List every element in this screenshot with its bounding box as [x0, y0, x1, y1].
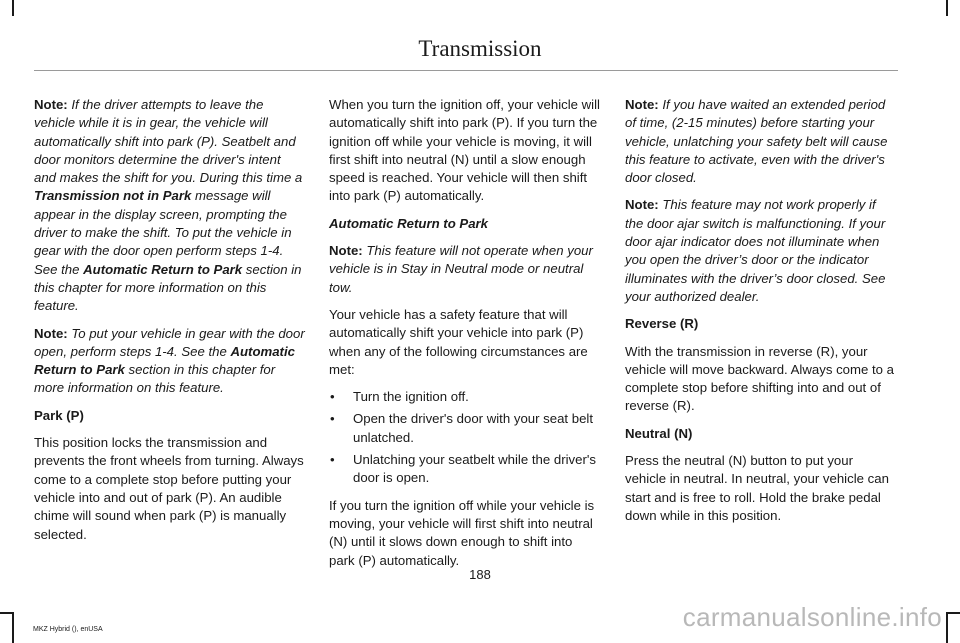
list-item: • Unlatching your seatbelt while the driver's door is open. [329, 451, 601, 488]
column-3 [625, 96, 897, 534]
list-item: • Open the driver's door with your seat belt unlatched. [329, 410, 601, 447]
circumstances-list [329, 388, 601, 487]
list-item: • Turn the ignition off. [329, 388, 601, 406]
heading-neutral: Neutral (N) [625, 425, 693, 441]
note-label: Note: [34, 325, 68, 341]
note-label: Note: [329, 243, 363, 259]
paragraph-safety-feature: Your vehicle has a safety feature that will automatically shift your vehicle into park (P) when any of the following circumstances are met: [329, 306, 588, 377]
note-label: Note: [625, 97, 659, 112]
header-divider [34, 70, 898, 71]
page-title: Transmission [418, 36, 542, 61]
reference-transmission-not-in-park: Transmission not in Park [34, 188, 192, 204]
paragraph-park: This position locks the transmission and prevents the front wheels from turning. Always come to a complete stop before putting your vehicle into and out of park (P). An audible chime will sound when park (P) is manually selected. [34, 435, 304, 542]
document-id: MKZ Hybrid (), enUSA [33, 626, 103, 633]
crop-mark-bottom-right-v [946, 612, 948, 643]
paragraph-ignition-off: When you turn the ignition off, your vehicle will automatically shift into park (P). If you turn the ignition off while your vehicle is moving, it will first shift into neutral (N) until a slow enough speed is reached. Your vehicle will then shift into park (P) automatically. [329, 97, 600, 204]
note-door-ajar-switch: Note: This feature may not work properly if the door ajar switch is malfunctioning. If your door ajar indicator does not illuminate when you open the driver’s door or the indicator illuminates with the driver’s door closed. See your authorized dealer. [625, 197, 886, 304]
note-label: Note: [625, 197, 659, 213]
note-driver-leaves-vehicle: Note: If the driver attempts to leave the vehicle while it is in gear, the vehicle will automatically shift into park (P). Seatbelt and door monitors determine the driver's intent and makes the shift for you. During this time a Transmission not in Park message will appear in the display screen, prompting the driver to make the shift. To put the vehicle in gear with the door open perform steps 1-4. See the Automatic Return to Park section in this chapter for more information on this feature. [34, 97, 303, 314]
heading-park: Park (P) [34, 407, 84, 423]
note-stay-in-neutral: Note: This feature will not operate when your vehicle is in Stay in Neutral mode or neutral tow. [329, 243, 593, 295]
paragraph-moving-shift: If you turn the ignition off while your vehicle is moving, your vehicle will first shift into neutral (N) until it slows down enough to shift into park (P) automatically. [329, 497, 595, 568]
crop-mark-bottom-left-h [0, 612, 14, 614]
watermark: carmanualsonline.info [682, 602, 942, 632]
column-1 [34, 96, 306, 553]
note-label: Note: [34, 97, 68, 112]
paragraph-neutral: Press the neutral (N) button to put your vehicle in neutral. In neutral, your vehicle can start and is free to roll. Hold the brake pedal down while in this position. [625, 453, 889, 523]
note-extended-wait: Note: If you have waited an extended period of time, (2-15 minutes) before starting your vehicle, unlatching your safety belt will cause this feature to activate, even with the driver's door closed. [625, 97, 888, 186]
column-2 [329, 96, 601, 579]
reference-automatic-return-to-park: Automatic Return to Park [34, 343, 295, 378]
heading-reverse: Reverse (R) [625, 316, 699, 332]
crop-mark-top-right [946, 0, 948, 16]
paragraph-reverse: With the transmission in reverse (R), your vehicle will move backward. Always come to a complete stop before shifting into and out of reverse (R). [625, 343, 894, 414]
crop-mark-bottom-left-v [12, 612, 14, 643]
page-number: 188 [469, 567, 491, 582]
heading-automatic-return-to-park: Automatic Return to Park [329, 215, 489, 231]
note-gear-door-open: Note: To put your vehicle in gear with the door open, perform steps 1-4. See the Automatic Return to Park section in this chapter for more information on this feature. [34, 325, 305, 396]
crop-mark-bottom-right-h [946, 612, 960, 614]
crop-mark-top-left [12, 0, 14, 16]
reference-automatic-return-to-park: Automatic Return to Park [83, 261, 243, 277]
